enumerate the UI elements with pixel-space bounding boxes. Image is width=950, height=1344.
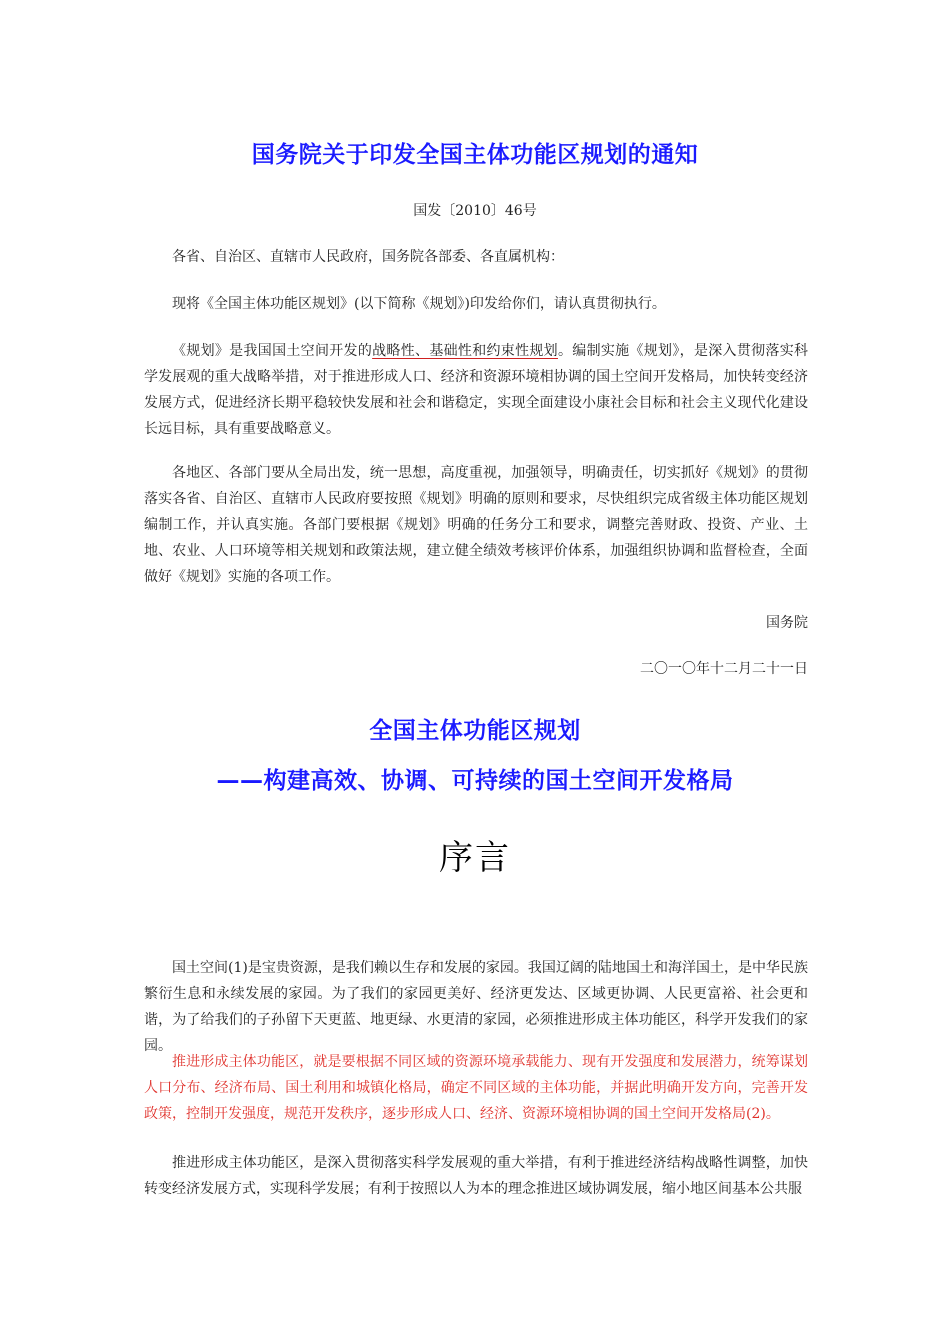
preface-paragraph-2-highlighted: 推进形成主体功能区，就是要根据不同区域的资源环境承载能力、现有开发强度和发展潜力，统筹谋划人口分布、经济布局、国土利用和城镇化格局，确定不同区域的主体功能，并据此明确开发方向，完善开发政策，控制开发强度，规范开发秩序，逐步形成人口、经济、资源环境相协调的国土空间开发格局(2)。 (144, 1054, 808, 1122)
underlined-phrase: 战略性、基础性和约束性规划 (372, 343, 558, 359)
date: 二〇一〇年十二月二十一日 (640, 661, 808, 677)
notice-paragraph-1: 现将《全国主体功能区规划》(以下简称《规划》)印发给你们，请认真贯彻执行。 (172, 296, 666, 312)
signature: 国务院 (766, 615, 808, 631)
notice-paragraph-2-rest: 。编制实施《规划》，是深入贯彻落实科学发展观的重大战略举措，对于推进形成人口、经济和资源环境相协调的国土空间开发格局，加快转变经济发展方式，促进经济长期平稳较快发展和社会和谐稳定，实现全面建设小康社会目标和社会主义现代化建设长远目标，具有重要战略意义。 (144, 343, 809, 437)
preface-paragraph-1: 国土空间(1)是宝贵资源，是我们赖以生存和发展的家园。我国辽阔的陆地国土和海洋国土，是中华民族繁衍生息和永续发展的家园。为了我们的家园更美好、经济更发达、区域更协调、人民更富裕、社会更和谐，为了给我们的子孙留下天更蓝、地更绿、水更清的家园，必须推进形成主体功能区，科学开发我们的家园。 (144, 960, 808, 1054)
preface-heading: 序言 (439, 838, 511, 878)
notice-paragraph-3: 各地区、各部门要从全局出发，统一思想，高度重视，加强领导，明确责任，切实抓好《规划》的贯彻落实各省、自治区、直辖市人民政府要按照《规划》明确的原则和要求，尽快组织完成省级主体功能区规划编制工作，并认真实施。各部门要根据《规划》明确的任务分工和要求，调整完善财政、投资、产业、土地、农业、人口环境等相关规划和政策法规，建立健全绩效考核评价体系，加强组织协调和监督检查，全面做好《规划》实施的各项工作。 (144, 465, 808, 585)
preface-paragraph-3: 推进形成主体功能区，是深入贯彻落实科学发展观的重大举措，有利于推进经济结构战略性调整，加快转变经济发展方式，实现科学发展；有利于按照以人为本的理念推进区域协调发展，缩小地区间基本公共服 (144, 1155, 808, 1197)
plan-subtitle: ——构建高效、协调、可持续的国土空间开发格局 (216, 768, 734, 794)
salutation: 各省、自治区、直辖市人民政府，国务院各部委、各直属机构： (172, 249, 564, 265)
plan-title: 全国主体功能区规划 (369, 718, 581, 744)
document-number: 国发〔2010〕46号 (413, 203, 537, 219)
notice-paragraph-2 (144, 338, 808, 442)
notice-paragraph-2-start: 《规划》是我国国土空间开发的 (172, 343, 373, 359)
notice-title: 国务院关于印发全国主体功能区规划的通知 (251, 142, 699, 168)
